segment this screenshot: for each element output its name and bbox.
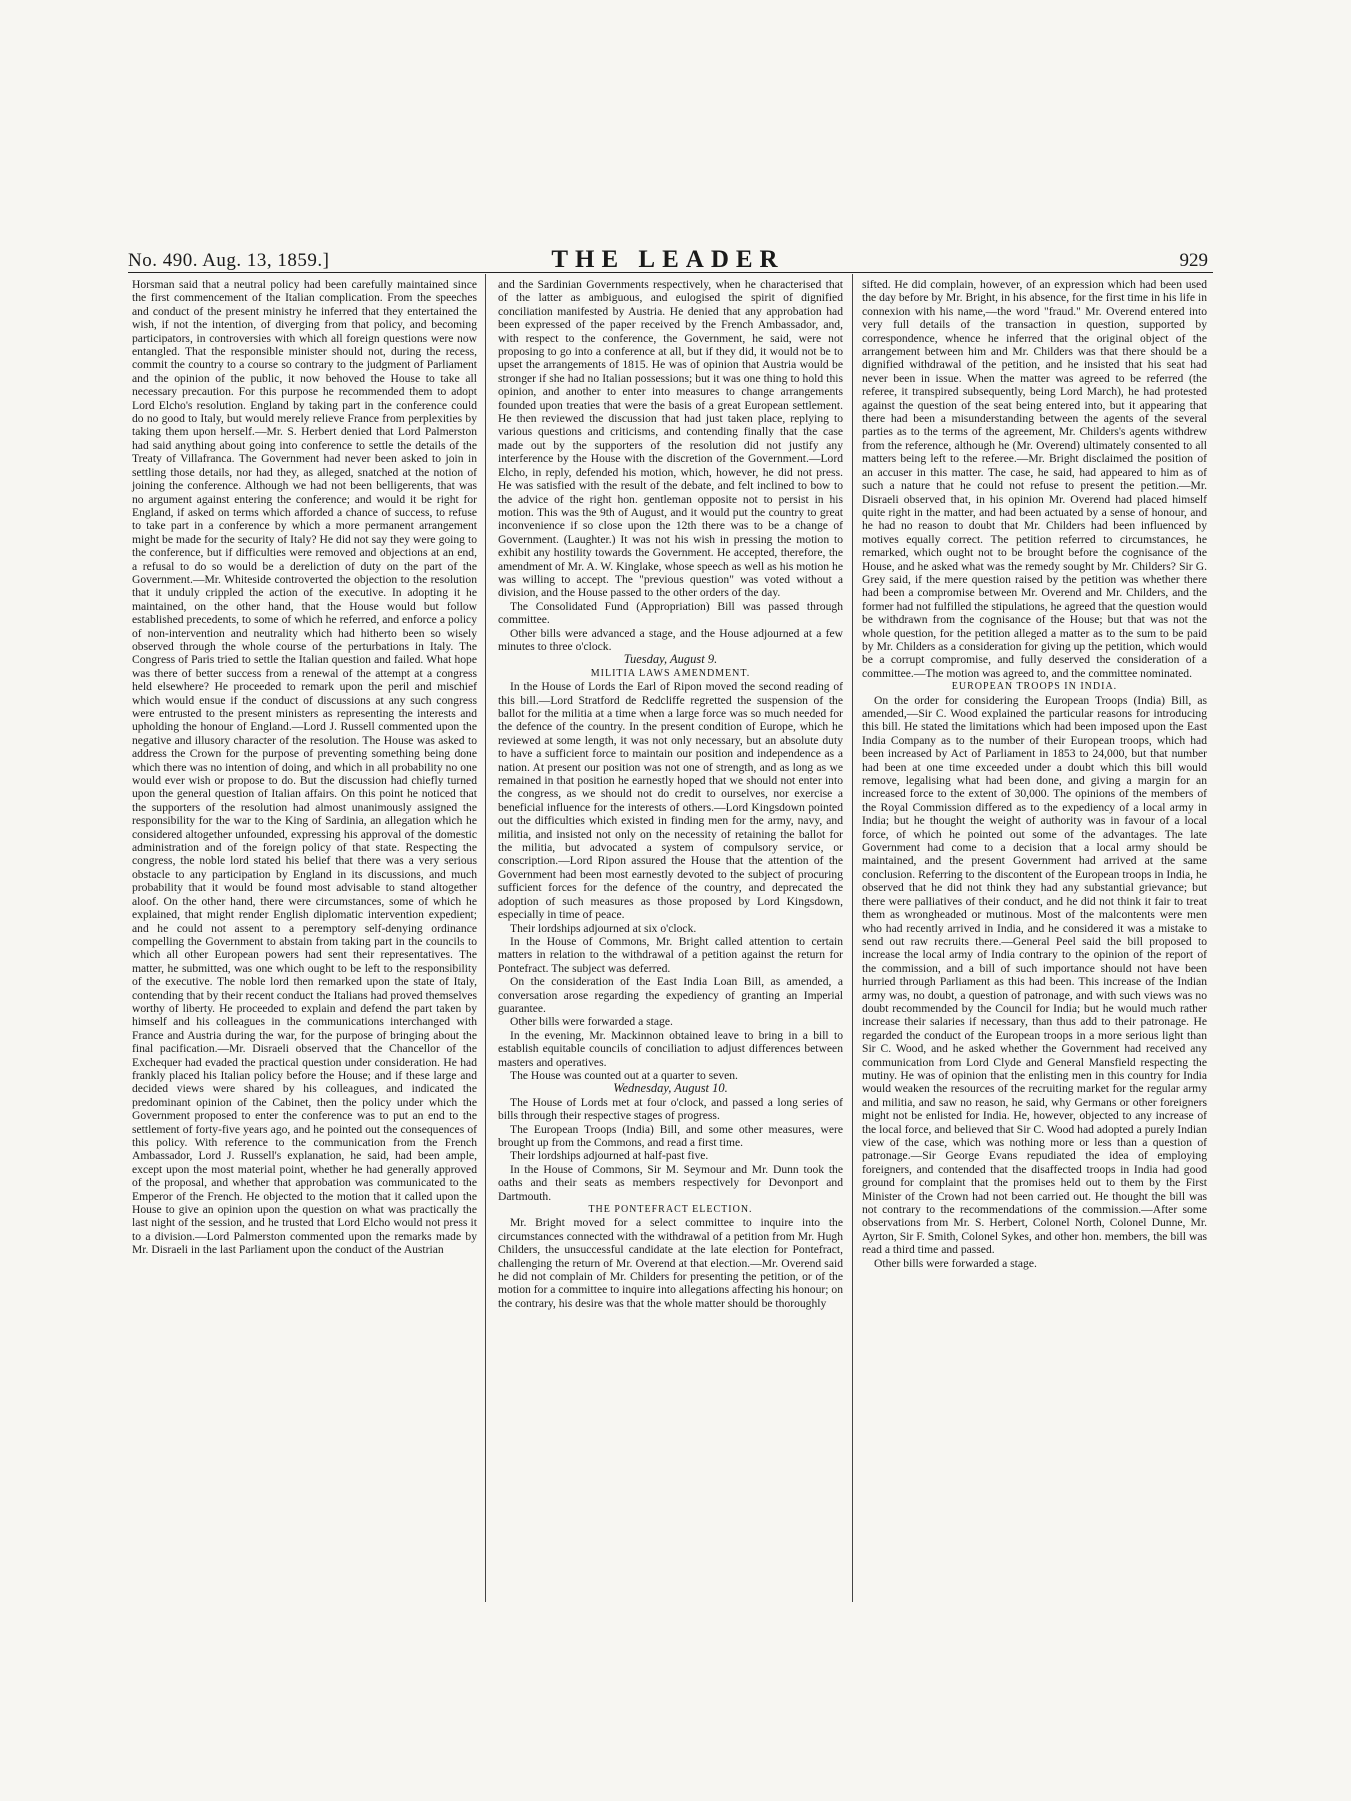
paragraph: sifted. He did complain, however, of an expression which had been used the day before by Mr. Bright, in his absence, for the first time in his life in connexion with his name,—the word "fraud." Mr. Overend entered into very full details of the transaction in question, supported by correspondence, whence he inferred that the original object of the arrangement between him and Mr. Childers was that there should be a dignified withdrawal of the petition, and he insisted that his seat had never been in issue. When the matter was agreed to be referred (the referee, it transpired subsequently, being Lord March), he had protested against the question of the seat being entered into, but it appearing that there had been a misunderstanding between the agents of the several parties as to the terms of the agreement, Mr. Childers's agents withdrew from the reference, although he (Mr. Overend) ultimately consented to all matters being left to the referee.—Mr. Bright disclaimed the position of an accuser in this matter. The case, he said, had appeared to him as of such a nature that he could not refuse to present the petition.—Mr. Disraeli observed that, in his opinion Mr. Overend had placed himself quite right in the matter, and had been actuated by a sense of honour, and he had no reason to doubt that Mr. Childers had been influenced by motives equally correct. The petition referred to circumstances, he remarked, which ought not to be brought before the cognisance of the House, and he asked what was the remedy sought by Mr. Childers? Sir G. Grey said, if the mere question raised by the petition was whether there had been a compromise between Mr. Overend and Mr. Childers, and the former had not fulfilled the stipulations, he agreed that the question would be withdrawn from the cognisance of the House; but that was not the whole question, for the petition alleged a matter as to the sum to be paid by Mr. Childers as a consideration for giving up the petition, which would be a corrupt compromise, and fully deserved the consideration of a committee.—The motion was agreed to, and the committee nominated. [862,278,1207,680]
paragraph: and the Sardinian Governments respectively, when he characterised that of the latter as ambiguous, and eulogised the spirit of dignified conciliation manifested by Austria. He denied that any approbation had been expressed of the paper received by the French Ambassador, and, with respect to the conference, the Government, he said, were not proposing to go into a conference at all, but if they did, it would not be to upset the arrangements of 1815. He was of opinion that Austria would be stronger if she had no Italian possessions; but it was one thing to hold this opinion, and another to enter into measures to change arrangements founded upon treaties that were the basis of a great European settlement. He then reviewed the discussion that had just taken place, replying to various questions and criticisms, and contending finally that the case made out by the supporters of the resolution did not justify any interference by the House with the discretion of the Government.—Lord Elcho, in reply, defended his motion, which, however, he did not press. He was satisfied with the result of the debate, and felt inclined to bow to the advice of the right hon. gentleman opposite not to persist in his motion. This was the 9th of August, and it would put the country to great inconvenience if so close upon the 12th there was to be a change of Government. (Laughter.) It was not his wish in pressing the motion to exhibit any hostility towards the Government. He accepted, therefore, the amendment of Mr. A. W. Kinglake, whose speech as well as his motion he was willing to accept. The "previous question" was voted without a division, and the House passed to the other orders of the day. [498,278,843,600]
paragraph: Their lordships adjourned at half-past five. [510,1149,709,1163]
paragraph: In the House of Commons, Sir M. Seymour and Mr. Dunn took the oaths and their seats as members respectively for Devonport and Dartmouth. [498,1162,843,1203]
paragraph: Mr. Bright moved for a select committee to inquire into the circumstances connected with the withdrawal of a petition from Mr. Hugh Childers, the unsuccessful candidate at the late election for Pontefract, challenging the return of Mr. Overend at that election.—Mr. Overend said he did not complain of Mr. Childers for presenting the petition, or of the motion for a committee to inquire into allegations affecting his honour; on the contrary, his desire was that the whole matter should be thoroughly [498,1216,843,1310]
column-2 [498,278,843,1310]
issue-date: No. 490. Aug. 13, 1859.] [128,250,330,271]
header-rule [128,272,1213,273]
page-header [128,246,1208,274]
column-1 [132,278,477,1257]
masthead: THE LEADER [551,246,785,273]
paragraph: Horsman said that a neutral policy had been carefully maintained since the first commencement of the Italian complication. From the speeches and conduct of the present ministry he inferred that they entertained the wish, if not the intention, of diverging from that policy, and becoming participators, in controversies with which all foreign questions were now entangled. That the responsible minister should not, during the recess, commit the country to a course so contrary to the judgment of Parliament and the opinion of the public, it now behoved the House to take all necessary precaution. For this purpose he recommended them to adopt Lord Elcho's resolution. England by taking part in the conference could do no good to Italy, but would merely relieve France from perplexities by taking them upon herself.—Mr. S. Herbert denied that Lord Palmerston had said anything about going into conference to settle the details of the Treaty of Villafranca. The Government had never been asked to join in settling those details, nor had they, as alleged, snatched at the notion of joining the conference. Although we had not been belligerents, that was no argument against entering the conference; and would it be right for England, if asked on terms which afforded a chance of success, to refuse to take part in a conference by which a more permanent arrangement might be made for the security of Italy? He did not say they were going to the conference, but if difficulties were removed and objections at an end, a refusal to do so would be a dereliction of duty on the part of the Government.—Mr. Whiteside controverted the objection to the resolution that it unduly crippled the action of the executive. In adopting it he maintained, on the other hand, that the House would but follow established precedents, to some of which he referred, and enforce a policy of non-intervention and neutrality which had hitherto been so wisely observed through the whole course of the perturbations in Italy. The Congress of Paris tried to settle the Italian question and failed. What hope was there of better success from a renewal of the attempt at a congress held elsewhere? He proceeded to remark upon the peril and mischief which would ensue if the conduct of discussions at any such congress were entrusted to the present ministers as representing the interests and upholding the honour of England.—Lord J. Russell commented upon the negative and illusory character of the resolution. The House was asked to address the Crown for the purpose of preventing something being done which there was no intention of doing, and which in all probability no one would ever wish or propose to do. But the discussion had chiefly turned upon the general question of Italian affairs. On this point he noticed that the supporters of the resolution had almost unanimously assigned the responsibility for the war to the King of Sardinia, an allegation which he considered altogether unfounded, expressing his approval of the domestic administration and of the foreign policy of that state. Respecting the congress, the noble lord stated his belief that there was a very serious obstacle to any participation by England in its discussions, and much probability that it would be found most advisable to stand altogether aloof. On the other hand, there were circumstances, some of which he explained, that might render English diplomatic intervention expedient; and he could not assent to a peremptory self-denying ordinance compelling the Government to abstain from taking part in the councils to which all other European powers had sent their representatives. The matter, he submitted, was one which ought to be left to the responsibility of the executive. The noble lord then remarked upon the state of Italy, contending that by their recent conduct the Italians had proved themselves worthy of liberty. He proceeded to explain and defend the part taken by himself and his colleagues in the communications interchanged with France and Austria during the war, for the purpose of bringing about the final pacification.—Mr. Disraeli observed that the Chancellor of the Exchequer had evaded the practical question under consideration. He had frankly placed his Italian policy before the House; and if these large and decided views were shared by his colleagues, and indicated the predominant opinion of the Cabinet, then the policy under which the Government proposed to enter the conference was to put an end to the settlement of forty-five years ago, and he pointed out the consequences of this policy. With reference to the communication from the French Ambassador, Lord J. Russell's explanation, he said, had been ample, except upon the most material point, whether he had generally approved of the proposal, and whether that approbation was communicated to the Emperor of the French. He objected to the motion that it called upon the House to give an opinion upon the question on what was practically the last night of the session, and he trusted that Lord Elcho would not press it to a division.—Lord Palmerston commented upon the remarks made by Mr. Disraeli in the last Parliament upon the conduct of the Austrian [132,278,477,1257]
paragraph: Other bills were advanced a stage, and the House adjourned at a few minutes to three o'clock. [498,626,843,653]
paragraph: The Consolidated Fund (Appropriation) Bill was passed through committee. [498,599,843,627]
paragraph: Their lordships adjourned at six o'clock. [510,921,697,935]
section-heading: EUROPEAN TROOPS IN INDIA. [951,681,1118,693]
paragraph: The House was counted out at a quarter to seven. [510,1068,738,1082]
paragraph: On the order for considering the European Troops (India) Bill, as amended,—Sir C. Wood explained the particular reasons for introducing this bill. He stated the limitations which had been imposed upon the East India Company as to the number of their European troops, which had been increased by Act of Parliament in 1853 to 24,000, but that number had been at one time exceeded under a doubt which this bill would remove, legalising what had been done, and giving a margin for an increased force to the extent of 30,000. The opinions of the members of the Royal Commission differed as to the expediency of a local army in India; but he thought the weight of authority was in favour of a local force, of which he pointed out some of the advantages. The late Government had come to a decision that a local army should be maintained, and the present Government had arrived at the same conclusion. Referring to the discontent of the European troops in India, he observed that he did not think they had any substantial grievance; but there were palliatives of their conduct, and he did not think it fair to treat them as wrongheaded or mutinous. Most of the malcontents were men who had recently arrived in India, and he considered it was a mistake to send out raw recruits there.—General Peel said the bill proposed to increase the local army of India contrary to the opinion of the report of the commission, and a bill of such importance should not have been hurried through Parliament as this had been. This increase of the Indian army was, no doubt, a question of patronage, and with such views was no doubt recommended by the Council for India; but he would much rather increase their salaries if necessary, than thus add to their patronage. He regarded the conduct of the European troops in a more serious light than Sir C. Wood, and he asked whether the Government had received any communication from Lord Clyde and General Mansfield respecting the mutiny. He was of opinion that the enlisting men in this country for India would weaken the resources of the recruiting market for the regular army and militia, and saw no reason, he said, why Germans or other foreigners might not be enlisted for India. He, however, objected to any increase of the local force, and believed that Sir C. Wood had adopted a purely Indian view of the case, which was nothing more or less than a question of patronage.—Sir George Evans repudiated the idea of employing foreigners, and contended that the disaffected troops in India had good ground for complaint that the promises held out to them by the First Minister of the Crown had not been carried out. He thought the bill was not contrary to the recommendations of the commission.—After some observations from Mr. S. Herbert, Colonel North, Colonel Dunne, Mr. Ayrton, Sir F. Smith, Colonel Sykes, and other hon. members, the bill was read a third time and passed. [862,693,1207,1257]
column-3 [862,278,1207,1270]
paragraph: The European Troops (India) Bill, and some other measures, were brought up from the Commons, and read a first time. [498,1122,843,1149]
paragraph: Other bills were forwarded a stage. [874,1256,1037,1270]
paragraph: Other bills were forwarded a stage. [510,1015,673,1029]
page-number: 929 [1179,250,1208,271]
section-heading: THE PONTEFRACT ELECTION. [588,1204,753,1216]
section-heading: MILITIA LAWS AMENDMENT. [590,667,751,679]
date-heading: Tuesday, August 9. [623,652,718,667]
paragraph: In the House of Commons, Mr. Bright called attention to certain matters in relation to the withdrawal of a petition against the return for Pontefract. The subject was deferred. [498,934,843,975]
paragraph: In the evening, Mr. Mackinnon obtained leave to bring in a bill to establish equitable councils of conciliation to adjust differences between masters and operatives. [498,1028,843,1069]
date-heading: Wednesday, August 10. [613,1081,728,1096]
paragraph: In the House of Lords the Earl of Ripon moved the second reading of this bill.—Lord Stratford de Redcliffe regretted the suspension of the ballot for the militia at a time when a large force was so much needed for the defence of the country. In the present condition of Europe, which he reviewed at some length, it was not only necessary, but an absolute duty to have a sufficient force to maintain our position and independence as a nation. At present our position was not one of strength, and as long as we remained in that position he earnestly hoped that we should not enter into the congress, as we should not do credit to ourselves, nor exercise a beneficial influence for the interests of others.—Lord Kingsdown pointed out the difficulties which existed in finding men for the army, navy, and militia, and insisted not only on the necessity of retaining the ballot for the militia, but advocated a system of compulsory service, or conscription.—Lord Ripon assured the House that the attention of the Government had been most earnestly devoted to the subject of procuring sufficient forces for the defence of the country, and deprecated the adoption of such measures as those proposed by Lord Kingsdown, especially in time of peace. [498,680,843,922]
column-divider [485,274,486,1602]
paragraph: On the consideration of the East India Loan Bill, as amended, a conversation arose regarding the expediency of granting an Imperial guarantee. [498,975,843,1015]
column-divider [852,274,853,1602]
paragraph: The House of Lords met at four o'clock, and passed a long series of bills through their respective stages of progress. [498,1095,843,1123]
